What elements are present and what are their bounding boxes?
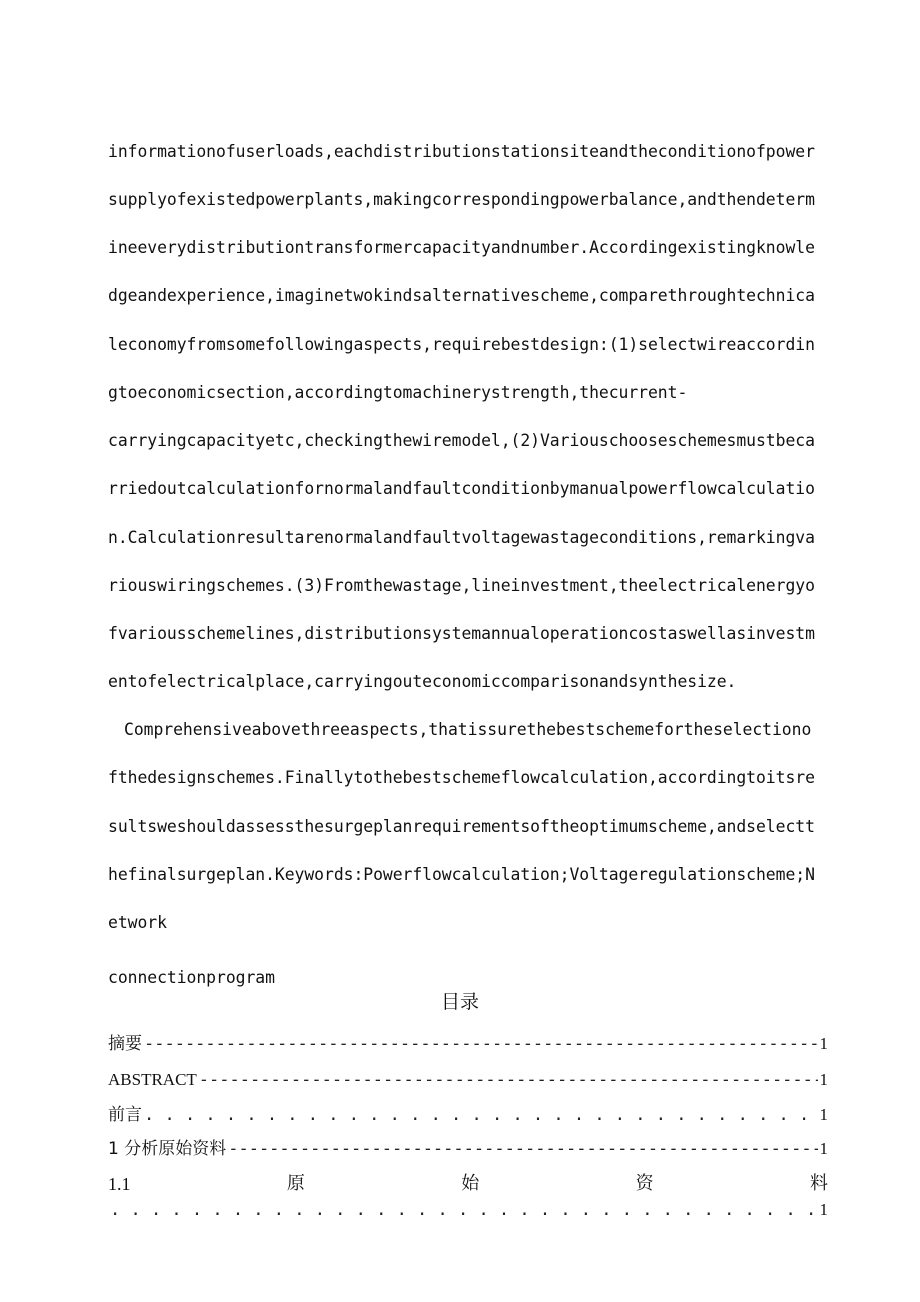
toc-leader [144, 1032, 818, 1056]
toc-leader [228, 1137, 817, 1161]
toc-entry-char: 始 [461, 1173, 480, 1194]
toc-entry[interactable] [108, 1135, 828, 1161]
toc-entry-label: ABSTRACT [108, 1070, 197, 1089]
abstract-line: etwork [108, 913, 167, 932]
toc-entry-continuation [108, 1196, 828, 1222]
toc-entry-char: 资 [635, 1173, 654, 1194]
abstract-line: rriedoutcalculationfornormalandfaultconditionbymanualpowerflowcalculatio [108, 479, 815, 498]
abstract-line: Comprehensiveabovethreeaspects,thatissurethebestschemefortheselectiono [124, 720, 812, 739]
toc-entry-page: 1 [819, 1070, 828, 1089]
toc-entry-label: 摘要 [108, 1034, 142, 1054]
abstract-line: entofelectricalplace,carryingouteconomiccomparisonandsynthesize. [108, 672, 737, 691]
abstract-line: supplyofexistedpowerplants,makingcorrespondingpowerbalance,andthendeterm [108, 190, 815, 209]
toc-entry-page: 1 [819, 1105, 828, 1124]
toc-entry-page: 1 [819, 1200, 828, 1219]
toc-entry[interactable] [108, 1030, 828, 1056]
toc-leader [199, 1068, 818, 1092]
toc-entry-number: 1.1 [108, 1174, 131, 1194]
abstract-line: dgeandexperience,imaginetwokindsalternativescheme,comparethroughtechnica [108, 286, 815, 305]
abstract-line: ineeverydistributiontransformercapacityandnumber.Accordingexistingknowle [108, 238, 815, 257]
abstract-line: informationofuserloads,eachdistributionstationsiteandtheconditionofpower [108, 142, 815, 161]
abstract-line: leconomyfromsomefollowingaspects,requirebestdesign:(1)selectwireaccordin [108, 335, 815, 354]
toc-leader [110, 1198, 818, 1222]
toc-leader [144, 1103, 818, 1127]
abstract-line: n.Calculationresultarenormalandfaultvoltagewastageconditions,remarkingva [108, 528, 815, 547]
abstract-line: sultsweshouldassessthesurgeplanrequirementsoftheoptimumscheme,andselectt [108, 817, 815, 836]
abstract-line: fvariousschemelines,distributionsystemannualoperationcostaswellasinvestm [108, 624, 815, 643]
toc-entry-page: 1 [819, 1139, 828, 1158]
abstract-line: connectionprogram [108, 968, 275, 987]
toc-entry[interactable] [108, 1066, 828, 1092]
abstract-line: hefinalsurgeplan.Keywords:Powerflowcalculation;Voltageregulationscheme;N [108, 865, 815, 884]
toc-title: 目录 [440, 991, 479, 1013]
abstract-line: gtoeconomicsection,accordingtomachinerystrength,thecurrent- [108, 383, 688, 402]
toc-entry-justified[interactable] [108, 1170, 828, 1196]
abstract-line: fthedesignschemes.Finallytothebestschemeflowcalculation,accordingtoitsre [108, 768, 815, 787]
toc-entry-page: 1 [819, 1034, 828, 1053]
toc-entry-char: 原 [286, 1173, 305, 1194]
abstract-line: riouswiringschemes.(3)Fromthewastage,lineinvestment,theelectricalenergyo [108, 576, 815, 595]
abstract-line: carryingcapacityetc,checkingthewiremodel,(2)Variouschooseschemesmustbeca [108, 431, 815, 450]
toc-entry-label: 前言 [108, 1105, 142, 1125]
toc-entry[interactable] [108, 1101, 828, 1127]
toc-entry-label: 1 分析原始资料 [108, 1139, 227, 1159]
toc-entry-char: 料 [810, 1173, 828, 1194]
